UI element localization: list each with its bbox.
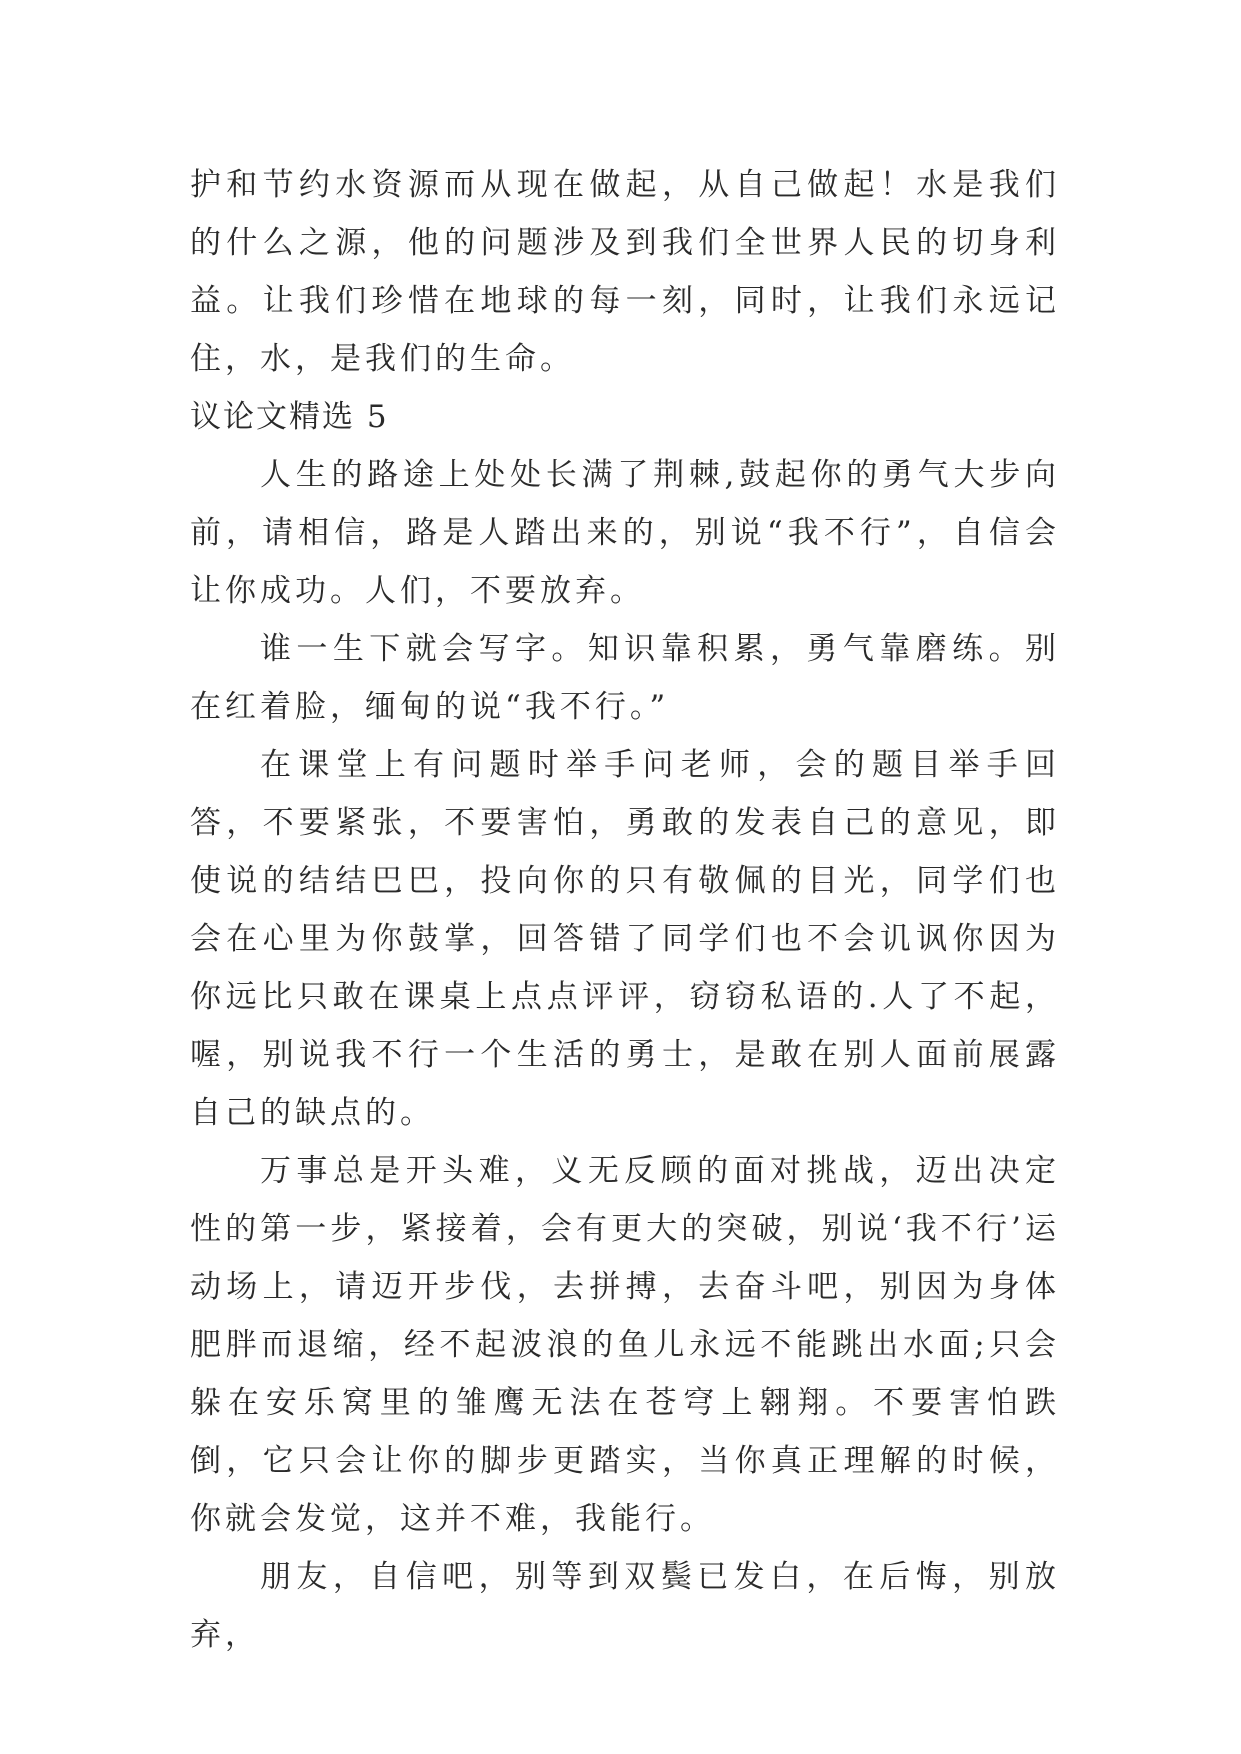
body-paragraph-2: 谁一生下就会写字。知识靠积累，勇气靠磨练。别在红着脸，缅甸的说“我不行。”	[190, 631, 1060, 725]
document-body	[190, 156, 1060, 1664]
body-paragraph-3: 在课堂上有问题时举手问老师，会的题目举手回答，不要紧张，不要害怕，勇敢的发表自己的意见，即使说的结结巴巴，投向你的只有敬佩的目光，同学们也会在心里为你鼓掌，回答错了同学们也不会讥讽你因为你远比只敢在课桌上点点评评，窃窃私语的.人了不起，喔，别说我不行一个生活的勇士，是敢在别人面前展露自己的缺点的。	[190, 747, 1060, 1131]
body-paragraph-1: 人生的路途上处处长满了荆棘,鼓起你的勇气大步向前，请相信，路是人踏出来的，别说“我不行”，自信会让你成功。人们，不要放弃。	[190, 457, 1060, 609]
body-paragraph-5: 朋友，自信吧，别等到双鬓已发白，在后悔，别放弃，	[190, 1559, 1060, 1653]
intro-paragraph: 护和节约水资源而从现在做起，从自己做起！水是我们的什么之源，他的问题涉及到我们全世界人民的切身利益。让我们珍惜在地球的每一刻，同时，让我们永远记住，水，是我们的生命。	[190, 167, 1060, 377]
section-heading: 议论文精选 5	[190, 399, 389, 435]
body-paragraph-4: 万事总是开头难，义无反顾的面对挑战，迈出决定性的第一步，紧接着，会有更大的突破，别说‘我不行’运动场上，请迈开步伐，去拼搏，去奋斗吧，别因为身体肥胖而退缩，经不起波浪的鱼儿永远不能跳出水面;只会躲在安乐窝里的雏鹰无法在苍穹上翱翔。不要害怕跌倒，它只会让你的脚步更踏实，当你真正理解的时候，你就会发觉，这并不难，我能行。	[190, 1153, 1060, 1537]
